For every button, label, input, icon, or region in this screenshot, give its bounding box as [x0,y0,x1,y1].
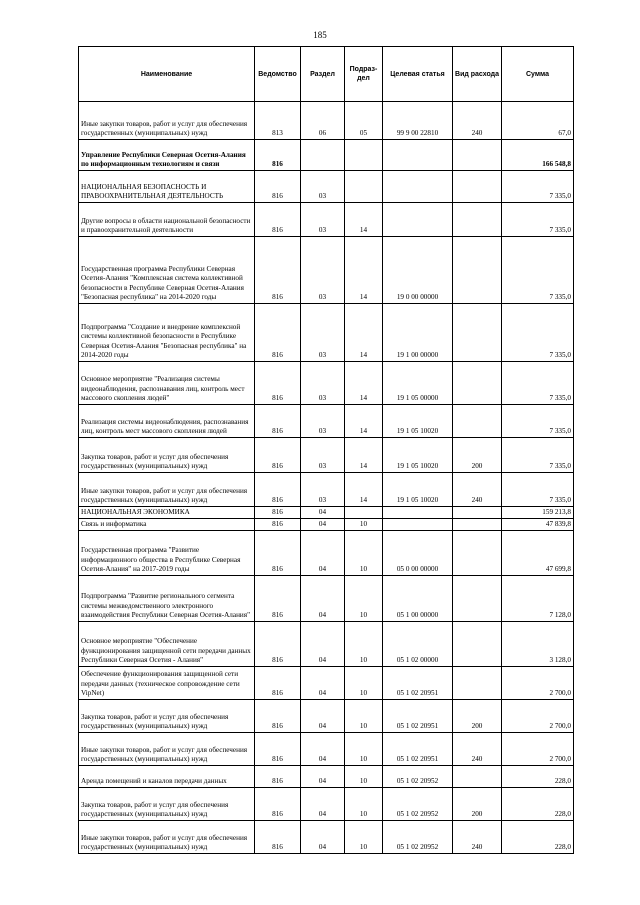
table-row [79,821,574,854]
table-row [79,766,574,788]
cell-subsection [345,140,383,171]
cell-department: 816 [255,438,301,473]
cell-subsection: 14 [345,473,383,507]
cell-name: Реализация системы видеонаблюдения, распознавания лиц, контроль мест массового скопления людей [79,405,255,438]
cell-section: 04 [301,766,345,788]
budget-table [78,46,574,854]
cell-amount: 7 128,0 [502,576,574,622]
cell-expense-type [453,237,502,304]
cell-section: 03 [301,304,345,362]
cell-section: 03 [301,473,345,507]
cell-name: Иные закупки товаров, работ и услуг для обеспечения государственных (муниципальных) нужд [79,821,255,854]
cell-target-article: 05 1 02 20952 [383,766,453,788]
cell-target-article: 05 1 02 00000 [383,622,453,667]
table-row [79,102,574,140]
cell-name: Связь и информатика [79,519,255,531]
cell-amount: 7 335,0 [502,171,574,203]
table-row [79,733,574,766]
cell-amount: 7 335,0 [502,362,574,405]
cell-amount: 67,0 [502,102,574,140]
cell-name: Закупка товаров, работ и услуг для обеспечения государственных (муниципальных) нужд [79,788,255,821]
cell-name: Закупка товаров, работ и услуг для обеспечения государственных (муниципальных) нужд [79,438,255,473]
cell-subsection: 10 [345,576,383,622]
cell-amount: 47 839,8 [502,519,574,531]
cell-department: 816 [255,576,301,622]
cell-department: 816 [255,473,301,507]
cell-target-article: 05 0 00 00000 [383,531,453,576]
cell-subsection: 10 [345,531,383,576]
cell-target-article: 05 1 02 20951 [383,733,453,766]
page-number: 185 [313,30,327,40]
cell-section: 04 [301,667,345,700]
cell-department: 816 [255,531,301,576]
cell-section: 04 [301,622,345,667]
cell-target-article: 05 1 02 20952 [383,788,453,821]
cell-name: Управление Республики Северная Осетия-Алания по информационным технологиям и связи [79,140,255,171]
cell-department: 816 [255,203,301,237]
cell-section: 03 [301,203,345,237]
cell-target-article: 19 1 05 10020 [383,405,453,438]
cell-expense-type [453,531,502,576]
cell-section: 04 [301,519,345,531]
cell-name: Аренда помещений и каналов передачи данных [79,766,255,788]
cell-section: 04 [301,700,345,733]
cell-amount: 3 128,0 [502,622,574,667]
cell-target-article: 99 9 00 22810 [383,102,453,140]
cell-name: Основное мероприятие "Реализация системы видеонаблюдения, распознавания лиц, контроль мест массового скопления людей" [79,362,255,405]
cell-name: Обеспечение функционирования защищенной сети передачи данных (техническое сопровождение сети VipNet) [79,667,255,700]
cell-amount: 7 335,0 [502,237,574,304]
cell-department: 816 [255,405,301,438]
cell-target-article [383,507,453,519]
cell-section: 04 [301,507,345,519]
cell-name: Подпрограмма "Создание и внедрение комплексной системы коллективной безопасности в Республике Северная Осетия-Алания "Безопасная республика" на 2014-2020 годы [79,304,255,362]
cell-amount: 2 700,0 [502,667,574,700]
cell-name: Иные закупки товаров, работ и услуг для обеспечения государственных (муниципальных) нужд [79,102,255,140]
table-row [79,576,574,622]
cell-target-article: 19 1 00 00000 [383,304,453,362]
cell-department: 816 [255,171,301,203]
cell-subsection: 05 [345,102,383,140]
cell-expense-type: 240 [453,821,502,854]
table-row [79,700,574,733]
cell-name: Иные закупки товаров, работ и услуг для обеспечения государственных (муниципальных) нужд [79,733,255,766]
column-header-target-article: Целевая статья [383,47,453,102]
cell-target-article [383,519,453,531]
cell-expense-type: 240 [453,733,502,766]
table-row [79,531,574,576]
table-row [79,788,574,821]
column-header-subsection: Подраз-дел [345,47,383,102]
cell-amount: 228,0 [502,788,574,821]
cell-name: Другие вопросы в области национальной безопасности и правоохранительной деятельности [79,203,255,237]
cell-target-article: 05 1 02 20952 [383,821,453,854]
cell-subsection: 10 [345,519,383,531]
cell-section: 03 [301,438,345,473]
cell-expense-type [453,405,502,438]
cell-department: 816 [255,622,301,667]
cell-expense-type: 240 [453,473,502,507]
cell-expense-type [453,622,502,667]
cell-subsection: 10 [345,622,383,667]
cell-expense-type [453,519,502,531]
cell-department: 816 [255,766,301,788]
cell-amount: 7 335,0 [502,438,574,473]
table-row [79,507,574,519]
cell-department: 816 [255,821,301,854]
table-row [79,622,574,667]
column-header-department: Ведомство [255,47,301,102]
cell-amount: 2 700,0 [502,700,574,733]
table-row [79,203,574,237]
cell-department: 816 [255,304,301,362]
cell-subsection: 14 [345,237,383,304]
cell-subsection: 10 [345,700,383,733]
table-row [79,473,574,507]
cell-name: Иные закупки товаров, работ и услуг для обеспечения государственных (муниципальных) нужд [79,473,255,507]
cell-department: 816 [255,140,301,171]
cell-subsection: 14 [345,304,383,362]
cell-department: 816 [255,700,301,733]
cell-amount: 7 335,0 [502,405,574,438]
cell-section: 06 [301,102,345,140]
cell-subsection: 10 [345,733,383,766]
table-row [79,140,574,171]
cell-target-article: 05 1 00 00000 [383,576,453,622]
cell-expense-type: 200 [453,700,502,733]
column-header-name: Наименование [79,47,255,102]
cell-expense-type [453,171,502,203]
cell-target-article [383,203,453,237]
cell-department: 816 [255,362,301,405]
cell-target-article: 05 1 02 20951 [383,700,453,733]
cell-section: 03 [301,362,345,405]
cell-name: НАЦИОНАЛЬНАЯ ЭКОНОМИКА [79,507,255,519]
cell-amount: 7 335,0 [502,203,574,237]
cell-subsection: 10 [345,667,383,700]
cell-department: 816 [255,237,301,304]
column-header-section: Раздел [301,47,345,102]
cell-subsection: 14 [345,362,383,405]
column-header-expense-type: Вид расхода [453,47,502,102]
cell-department: 813 [255,102,301,140]
cell-section: 04 [301,821,345,854]
cell-target-article: 05 1 02 20951 [383,667,453,700]
cell-expense-type [453,507,502,519]
cell-amount: 159 213,8 [502,507,574,519]
cell-section: 03 [301,405,345,438]
cell-section: 04 [301,576,345,622]
cell-name: Основное мероприятие "Обеспечение функционирования защищенной сети передачи данных Республики Северная Осетия - Алания" [79,622,255,667]
cell-subsection: 14 [345,438,383,473]
cell-section [301,140,345,171]
cell-amount: 7 335,0 [502,473,574,507]
cell-subsection [345,171,383,203]
cell-amount: 47 699,8 [502,531,574,576]
cell-amount: 228,0 [502,821,574,854]
cell-target-article [383,171,453,203]
cell-name: НАЦИОНАЛЬНАЯ БЕЗОПАСНОСТЬ И ПРАВООХРАНИТЕЛЬНАЯ ДЕЯТЕЛЬНОСТЬ [79,171,255,203]
cell-target-article: 19 0 00 00000 [383,237,453,304]
cell-target-article: 19 1 05 00000 [383,362,453,405]
cell-subsection: 14 [345,203,383,237]
table-row [79,438,574,473]
table-header-row [79,47,574,102]
cell-expense-type [453,140,502,171]
cell-name: Государственная программа Республики Северная Осетия-Алания "Комплексная система коллективной безопасности в Республике Северная Осетия-Алания "Безопасная республика" на 2014-2020 годы [79,237,255,304]
cell-expense-type [453,304,502,362]
table-row [79,519,574,531]
cell-expense-type [453,203,502,237]
column-header-amount: Сумма [502,47,574,102]
cell-expense-type [453,766,502,788]
cell-department: 816 [255,667,301,700]
cell-subsection: 10 [345,766,383,788]
cell-expense-type: 200 [453,438,502,473]
cell-name: Закупка товаров, работ и услуг для обеспечения государственных (муниципальных) нужд [79,700,255,733]
cell-subsection [345,507,383,519]
table-row [79,362,574,405]
cell-section: 03 [301,237,345,304]
cell-expense-type: 240 [453,102,502,140]
cell-department: 816 [255,507,301,519]
table-row [79,667,574,700]
cell-name: Государственная программа "Развитие информационного общества в Республике Северная Осетия-Алания" на 2017-2019 годы [79,531,255,576]
cell-expense-type [453,576,502,622]
cell-department: 816 [255,519,301,531]
cell-section: 04 [301,788,345,821]
cell-section: 04 [301,531,345,576]
cell-amount: 166 548,8 [502,140,574,171]
cell-subsection: 10 [345,821,383,854]
table-row [79,237,574,304]
cell-amount: 2 700,0 [502,733,574,766]
cell-target-article: 19 1 05 10020 [383,438,453,473]
cell-target-article: 19 1 05 10020 [383,473,453,507]
cell-target-article [383,140,453,171]
table-row [79,304,574,362]
cell-amount: 7 335,0 [502,304,574,362]
table-row [79,171,574,203]
cell-expense-type: 200 [453,788,502,821]
cell-name: Подпрограмма "Развитие регионального сегмента системы межведомственного электронного взаимодействия Республики Северная Осетия-Алания" [79,576,255,622]
cell-subsection: 14 [345,405,383,438]
cell-department: 816 [255,788,301,821]
cell-expense-type [453,362,502,405]
cell-expense-type [453,667,502,700]
cell-amount: 228,0 [502,766,574,788]
cell-department: 816 [255,733,301,766]
cell-subsection: 10 [345,788,383,821]
cell-section: 03 [301,171,345,203]
cell-section: 04 [301,733,345,766]
table-row [79,405,574,438]
